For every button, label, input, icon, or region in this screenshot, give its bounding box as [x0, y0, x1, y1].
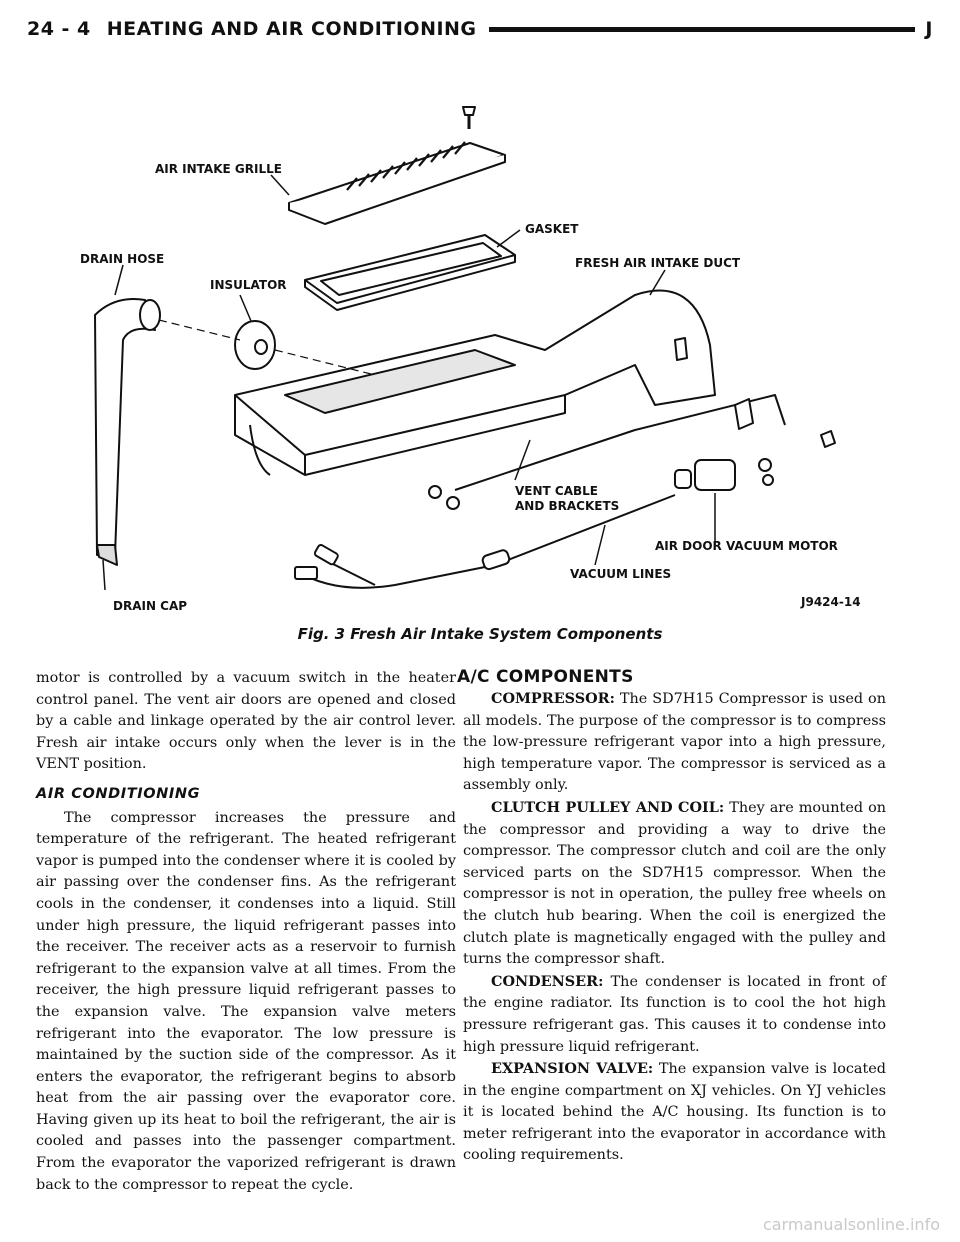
fresh-air-intake-duct-part [235, 291, 715, 475]
air-intake-grille-part [289, 142, 505, 224]
expansion-paragraph [463, 1058, 886, 1167]
fresh-air-intake-figure [75, 95, 880, 620]
label-vent-cable: VENT CABLE [515, 484, 598, 498]
right-column [457, 667, 887, 1167]
label-drain-cap: DRAIN CAP [113, 599, 188, 613]
drain-hose-part [95, 299, 160, 565]
label-insulator: INSULATOR [210, 278, 287, 292]
condenser-paragraph [463, 971, 886, 1058]
left-para-1: motor is controlled by a vacuum switch in the heater control panel. The vent air doors are opened and closed by a cable and linkage operated by the air control lever. Fresh air intake occurs only when the lever is in the VENT position. [36, 670, 456, 773]
screw-icon [463, 107, 475, 129]
air-conditioning-heading: AIR CONDITIONING [36, 785, 201, 802]
air-door-vacuum-motor-part [675, 460, 735, 490]
clutch-term: CLUTCH PULLEY AND COIL: [491, 798, 725, 816]
gasket-part [305, 235, 515, 310]
label-figure-id: J9424-14 [801, 595, 861, 609]
clutch-text: They are mounted on the compressor and providing a way to drive the compressor. The compressor clutch and coil are the only serviced parts on the SD7H15 compressor. When the compressor is not in operation, the pulley free wheels on the clutch hub bearing. When the coil is energized the clutch plate is magnetically engaged with the pulley and turns the compressor shaft. [463, 799, 886, 968]
expansion-text: The expansion valve is located in the engine compartment on XJ vehicles. On YJ vehicles it is located behind the A/C housing. Its function is to meter refrigerant into the evaporator in accordance with cooling requirements. [463, 1061, 887, 1164]
label-fresh-air-intake-duct: FRESH AIR INTAKE DUCT [575, 256, 741, 270]
label-gasket: GASKET [525, 222, 579, 236]
compressor-paragraph [463, 688, 886, 797]
expansion-term: EXPANSION VALVE: [491, 1060, 654, 1078]
insulator-part [235, 321, 275, 369]
condenser-text: The condenser is located in front of the engine radiator. Its function is to cool the hot high pressure refrigerant gas. This causes it to condense into high pressure liquid refrigerant. [463, 973, 886, 1055]
figure-caption: Fig. 3 Fresh Air Intake System Components [297, 625, 663, 643]
page-header [27, 14, 933, 44]
label-drain-hose: DRAIN HOSE [80, 252, 165, 266]
page-number: 24 - 4 [27, 18, 91, 40]
label-air-door-vacuum-motor: AIR DOOR VACUUM MOTOR [655, 539, 838, 553]
label-air-intake-grille: AIR INTAKE GRILLE [155, 162, 282, 176]
ac-components-heading: A/C COMPONENTS [457, 667, 634, 687]
compressor-text: The SD7H15 Compressor is used on all models. The purpose of the compressor is to compress the low-pressure refrigerant vapor into a high pressure, high temperature vapor. The compressor is serviced as a assembly only. [463, 691, 886, 794]
label-vacuum-lines: VACUUM LINES [570, 567, 672, 581]
model-letter: J [925, 18, 933, 40]
label-vent-cable-brackets: AND BRACKETS [515, 499, 620, 513]
watermark: carmanualsonline.info [762, 1215, 940, 1234]
header-rule [489, 27, 916, 32]
left-column [36, 668, 456, 1196]
clutch-paragraph [463, 797, 886, 971]
compressor-term: COMPRESSOR: [491, 690, 615, 707]
condenser-term: CONDENSER: [491, 972, 604, 990]
exploded-diagram [75, 95, 880, 620]
left-para-2: The compressor increases the pressure and temperature of the refrigerant. The heated refrigerant vapor is pumped into the condenser where it is cooled by air passing over the condenser fins. As the refrigerant cools in the condenser, it condenses into a liquid. Still under high pressure, the liquid refrigerant passes into the receiver. The receiver acts as a reservoir to furnish refrigerant to the expansion valve at all times. From the receiver, the high pressure liquid refrigerant passes to the expansion valve. The expansion valve meters refrigerant into the evaporator. The low pressure is maintained by the suction side of the compressor. As it enters the evaporator, the refrigerant begins to absorb heat from the air passing over the evaporator core. Having given up its heat to boil the refrigerant, the air is cooled and passes into the passenger compartment. From the evaporator the vaporized refrigerant is drawn back to the compressor to repeat the cycle. [36, 809, 456, 1193]
section-title: HEATING AND AIR CONDITIONING [106, 18, 477, 40]
